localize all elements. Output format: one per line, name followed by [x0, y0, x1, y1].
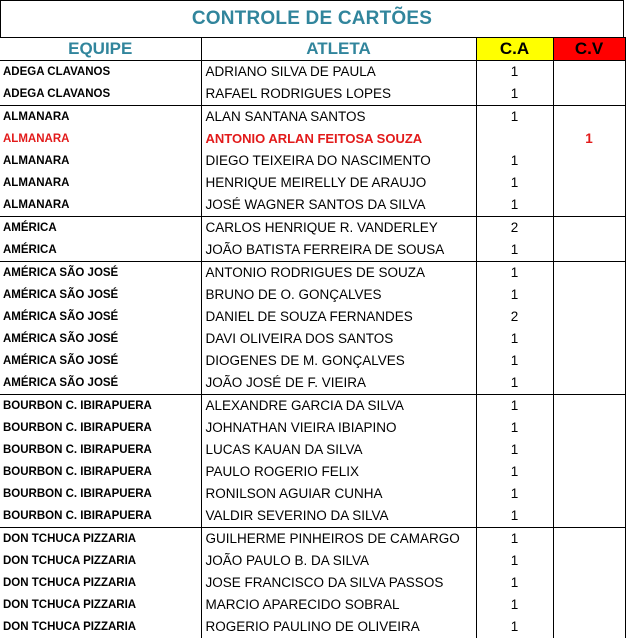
- header-red-card[interactable]: C.V: [553, 38, 625, 61]
- athlete-cell[interactable]: BRUNO DE O. GONÇALVES: [201, 284, 476, 306]
- red-card-cell[interactable]: [553, 306, 625, 328]
- red-card-cell[interactable]: [553, 239, 625, 262]
- athlete-cell[interactable]: ANTONIO ARLAN FEITOSA SOUZA: [201, 128, 476, 150]
- yellow-card-cell[interactable]: 2: [476, 217, 553, 240]
- team-cell[interactable]: ALMANARA: [3, 177, 70, 189]
- table-row: [0, 528, 625, 551]
- team-cell[interactable]: AMÉRICA: [0, 217, 201, 240]
- yellow-card-cell[interactable]: 1: [476, 550, 553, 572]
- athlete-cell[interactable]: PAULO ROGERIO FELIX: [201, 461, 476, 483]
- cards-table: [0, 37, 626, 638]
- yellow-card-cell[interactable]: 1: [476, 572, 553, 594]
- table-row: [0, 372, 625, 395]
- red-card-cell[interactable]: [553, 172, 625, 194]
- athlete-cell[interactable]: JOSE FRANCISCO DA SILVA PASSOS: [201, 572, 476, 594]
- yellow-card-cell[interactable]: 1: [476, 417, 553, 439]
- table-row: [0, 194, 625, 217]
- table-row: [0, 172, 625, 194]
- red-card-cell[interactable]: [553, 528, 625, 551]
- red-card-cell[interactable]: [553, 61, 625, 84]
- athlete-cell[interactable]: JOHNATHAN VIEIRA IBIAPINO: [201, 417, 476, 439]
- table-row: [0, 550, 625, 572]
- table-body: [0, 61, 625, 639]
- yellow-card-cell[interactable]: 1: [476, 194, 553, 217]
- red-card-cell[interactable]: [553, 194, 625, 217]
- athlete-cell[interactable]: MARCIO APARECIDO SOBRAL: [201, 594, 476, 616]
- yellow-card-cell[interactable]: 1: [476, 328, 553, 350]
- athlete-cell[interactable]: RAFAEL RODRIGUES LOPES: [201, 83, 476, 106]
- team-cell[interactable]: BOURBON C. IBIRAPUERA: [3, 510, 152, 522]
- table-row: [0, 284, 625, 306]
- yellow-card-cell[interactable]: [476, 128, 553, 150]
- athlete-cell[interactable]: DANIEL DE SOUZA FERNANDES: [201, 306, 476, 328]
- yellow-card-cell[interactable]: 1: [476, 239, 553, 262]
- red-card-cell[interactable]: [553, 217, 625, 240]
- team-cell[interactable]: ALMANARA: [3, 133, 70, 145]
- team-cell[interactable]: BOURBON C. IBIRAPUERA: [3, 422, 152, 434]
- red-card-cell[interactable]: [553, 505, 625, 528]
- yellow-card-cell[interactable]: 1: [476, 505, 553, 528]
- table-row: [0, 505, 625, 528]
- team-cell[interactable]: AMÉRICA SÃO JOSÉ: [3, 377, 119, 389]
- team-cell[interactable]: ADEGA CLAVANOS: [0, 61, 201, 84]
- header-team[interactable]: EQUIPE: [0, 38, 201, 61]
- athlete-cell[interactable]: DIOGENES DE M. GONÇALVES: [201, 350, 476, 372]
- red-card-cell[interactable]: [553, 439, 625, 461]
- athlete-cell[interactable]: ALEXANDRE GARCIA DA SILVA: [201, 395, 476, 418]
- header-yellow-card[interactable]: C.A: [476, 38, 553, 61]
- table-row: [0, 83, 625, 106]
- table-row: [0, 616, 625, 638]
- athlete-cell[interactable]: GUILHERME PINHEIROS DE CAMARGO: [201, 528, 476, 551]
- team-cell[interactable]: DON TCHUCA PIZZARIA: [3, 577, 137, 589]
- table-row: [0, 106, 625, 129]
- team-cell[interactable]: AMÉRICA SÃO JOSÉ: [3, 289, 119, 301]
- red-card-cell[interactable]: [553, 106, 625, 129]
- table-row: [0, 572, 625, 594]
- athlete-cell[interactable]: ADRIANO SILVA DE PAULA: [201, 61, 476, 84]
- team-cell[interactable]: BOURBON C. IBIRAPUERA: [3, 466, 152, 478]
- team-cell[interactable]: BOURBON C. IBIRAPUERA: [3, 488, 152, 500]
- yellow-card-cell[interactable]: 1: [476, 483, 553, 505]
- red-card-cell[interactable]: [553, 372, 625, 395]
- red-card-cell[interactable]: [553, 483, 625, 505]
- table-row: [0, 217, 625, 240]
- sheet-title: CONTROLE DE CARTÕES: [0, 0, 624, 38]
- athlete-cell[interactable]: ALAN SANTANA SANTOS: [201, 106, 476, 129]
- table-row: [0, 262, 625, 285]
- yellow-card-cell[interactable]: 1: [476, 528, 553, 551]
- yellow-card-cell[interactable]: 1: [476, 372, 553, 395]
- team-cell[interactable]: DON TCHUCA PIZZARIA: [3, 599, 137, 611]
- red-card-cell[interactable]: [553, 594, 625, 616]
- team-cell[interactable]: ADEGA CLAVANOS: [3, 88, 111, 100]
- yellow-card-cell[interactable]: 1: [476, 61, 553, 84]
- table-row: [0, 483, 625, 505]
- yellow-card-cell[interactable]: 1: [476, 262, 553, 285]
- team-cell[interactable]: ALMANARA: [3, 155, 70, 167]
- athlete-cell[interactable]: HENRIQUE MEIRELLY DE ARAUJO: [201, 172, 476, 194]
- athlete-cell[interactable]: CARLOS HENRIQUE R. VANDERLEY: [201, 217, 476, 240]
- red-card-cell[interactable]: [553, 616, 625, 638]
- red-card-cell[interactable]: [553, 417, 625, 439]
- table-row: [0, 461, 625, 483]
- athlete-cell[interactable]: RONILSON AGUIAR CUNHA: [201, 483, 476, 505]
- yellow-card-cell[interactable]: 1: [476, 172, 553, 194]
- header-athlete[interactable]: ATLETA: [201, 38, 476, 61]
- team-cell[interactable]: DON TCHUCA PIZZARIA: [3, 621, 137, 633]
- yellow-card-cell[interactable]: 1: [476, 106, 553, 129]
- team-cell[interactable]: DON TCHUCA PIZZARIA: [0, 528, 201, 551]
- table-row: [0, 61, 625, 84]
- yellow-card-cell[interactable]: 1: [476, 395, 553, 418]
- red-card-cell[interactable]: [553, 550, 625, 572]
- red-card-cell[interactable]: [553, 395, 625, 418]
- team-cell[interactable]: DON TCHUCA PIZZARIA: [3, 555, 137, 567]
- table-row: [0, 328, 625, 350]
- team-cell[interactable]: AMÉRICA SÃO JOSÉ: [3, 311, 119, 323]
- table-row: [0, 306, 625, 328]
- table-row: [0, 417, 625, 439]
- athlete-cell[interactable]: LUCAS KAUAN DA SILVA: [201, 439, 476, 461]
- athlete-cell[interactable]: ROGERIO PAULINO DE OLIVEIRA: [201, 616, 476, 638]
- athlete-cell[interactable]: DIEGO TEIXEIRA DO NASCIMENTO: [201, 150, 476, 172]
- red-card-cell[interactable]: [553, 284, 625, 306]
- yellow-card-cell[interactable]: 1: [476, 83, 553, 106]
- athlete-cell[interactable]: JOÃO JOSÉ DE F. VIEIRA: [201, 372, 476, 395]
- table-row: [0, 594, 625, 616]
- red-card-cell[interactable]: [553, 150, 625, 172]
- team-cell[interactable]: AMÉRICA SÃO JOSÉ: [3, 333, 119, 345]
- red-card-cell[interactable]: [553, 83, 625, 106]
- yellow-card-cell[interactable]: 1: [476, 350, 553, 372]
- athlete-cell[interactable]: JOÃO PAULO B. DA SILVA: [201, 550, 476, 572]
- red-card-cell[interactable]: [553, 572, 625, 594]
- yellow-card-cell[interactable]: 1: [476, 461, 553, 483]
- team-cell[interactable]: ALMANARA: [3, 199, 70, 211]
- yellow-card-cell[interactable]: 1: [476, 284, 553, 306]
- red-card-cell[interactable]: [553, 461, 625, 483]
- yellow-card-cell[interactable]: 1: [476, 150, 553, 172]
- yellow-card-cell[interactable]: 1: [476, 616, 553, 638]
- table-row: [0, 128, 625, 150]
- team-cell[interactable]: BOURBON C. IBIRAPUERA: [3, 444, 152, 456]
- athlete-cell[interactable]: VALDIR SEVERINO DA SILVA: [201, 505, 476, 528]
- yellow-card-cell[interactable]: 2: [476, 306, 553, 328]
- red-card-cell[interactable]: [553, 328, 625, 350]
- table-row: [0, 439, 625, 461]
- table-row: [0, 350, 625, 372]
- table-row: [0, 150, 625, 172]
- yellow-card-cell[interactable]: 1: [476, 439, 553, 461]
- team-cell[interactable]: BOURBON C. IBIRAPUERA: [0, 395, 201, 418]
- header-row: [0, 38, 625, 61]
- table-row: [0, 395, 625, 418]
- red-card-cell[interactable]: [553, 350, 625, 372]
- table-row: [0, 239, 625, 262]
- athlete-cell[interactable]: JOSÉ WAGNER SANTOS DA SILVA: [201, 194, 476, 217]
- team-cell[interactable]: ALMANARA: [0, 106, 201, 129]
- yellow-card-cell[interactable]: 1: [476, 594, 553, 616]
- athlete-cell[interactable]: JOÃO BATISTA FERREIRA DE SOUSA: [201, 239, 476, 262]
- team-cell[interactable]: AMÉRICA SÃO JOSÉ: [3, 355, 119, 367]
- red-card-cell[interactable]: [553, 262, 625, 285]
- athlete-cell[interactable]: ANTONIO RODRIGUES DE SOUZA: [201, 262, 476, 285]
- team-cell[interactable]: AMÉRICA: [3, 244, 57, 256]
- team-cell[interactable]: AMÉRICA SÃO JOSÉ: [0, 262, 201, 285]
- athlete-cell[interactable]: DAVI OLIVEIRA DOS SANTOS: [201, 328, 476, 350]
- red-card-cell[interactable]: 1: [553, 128, 625, 150]
